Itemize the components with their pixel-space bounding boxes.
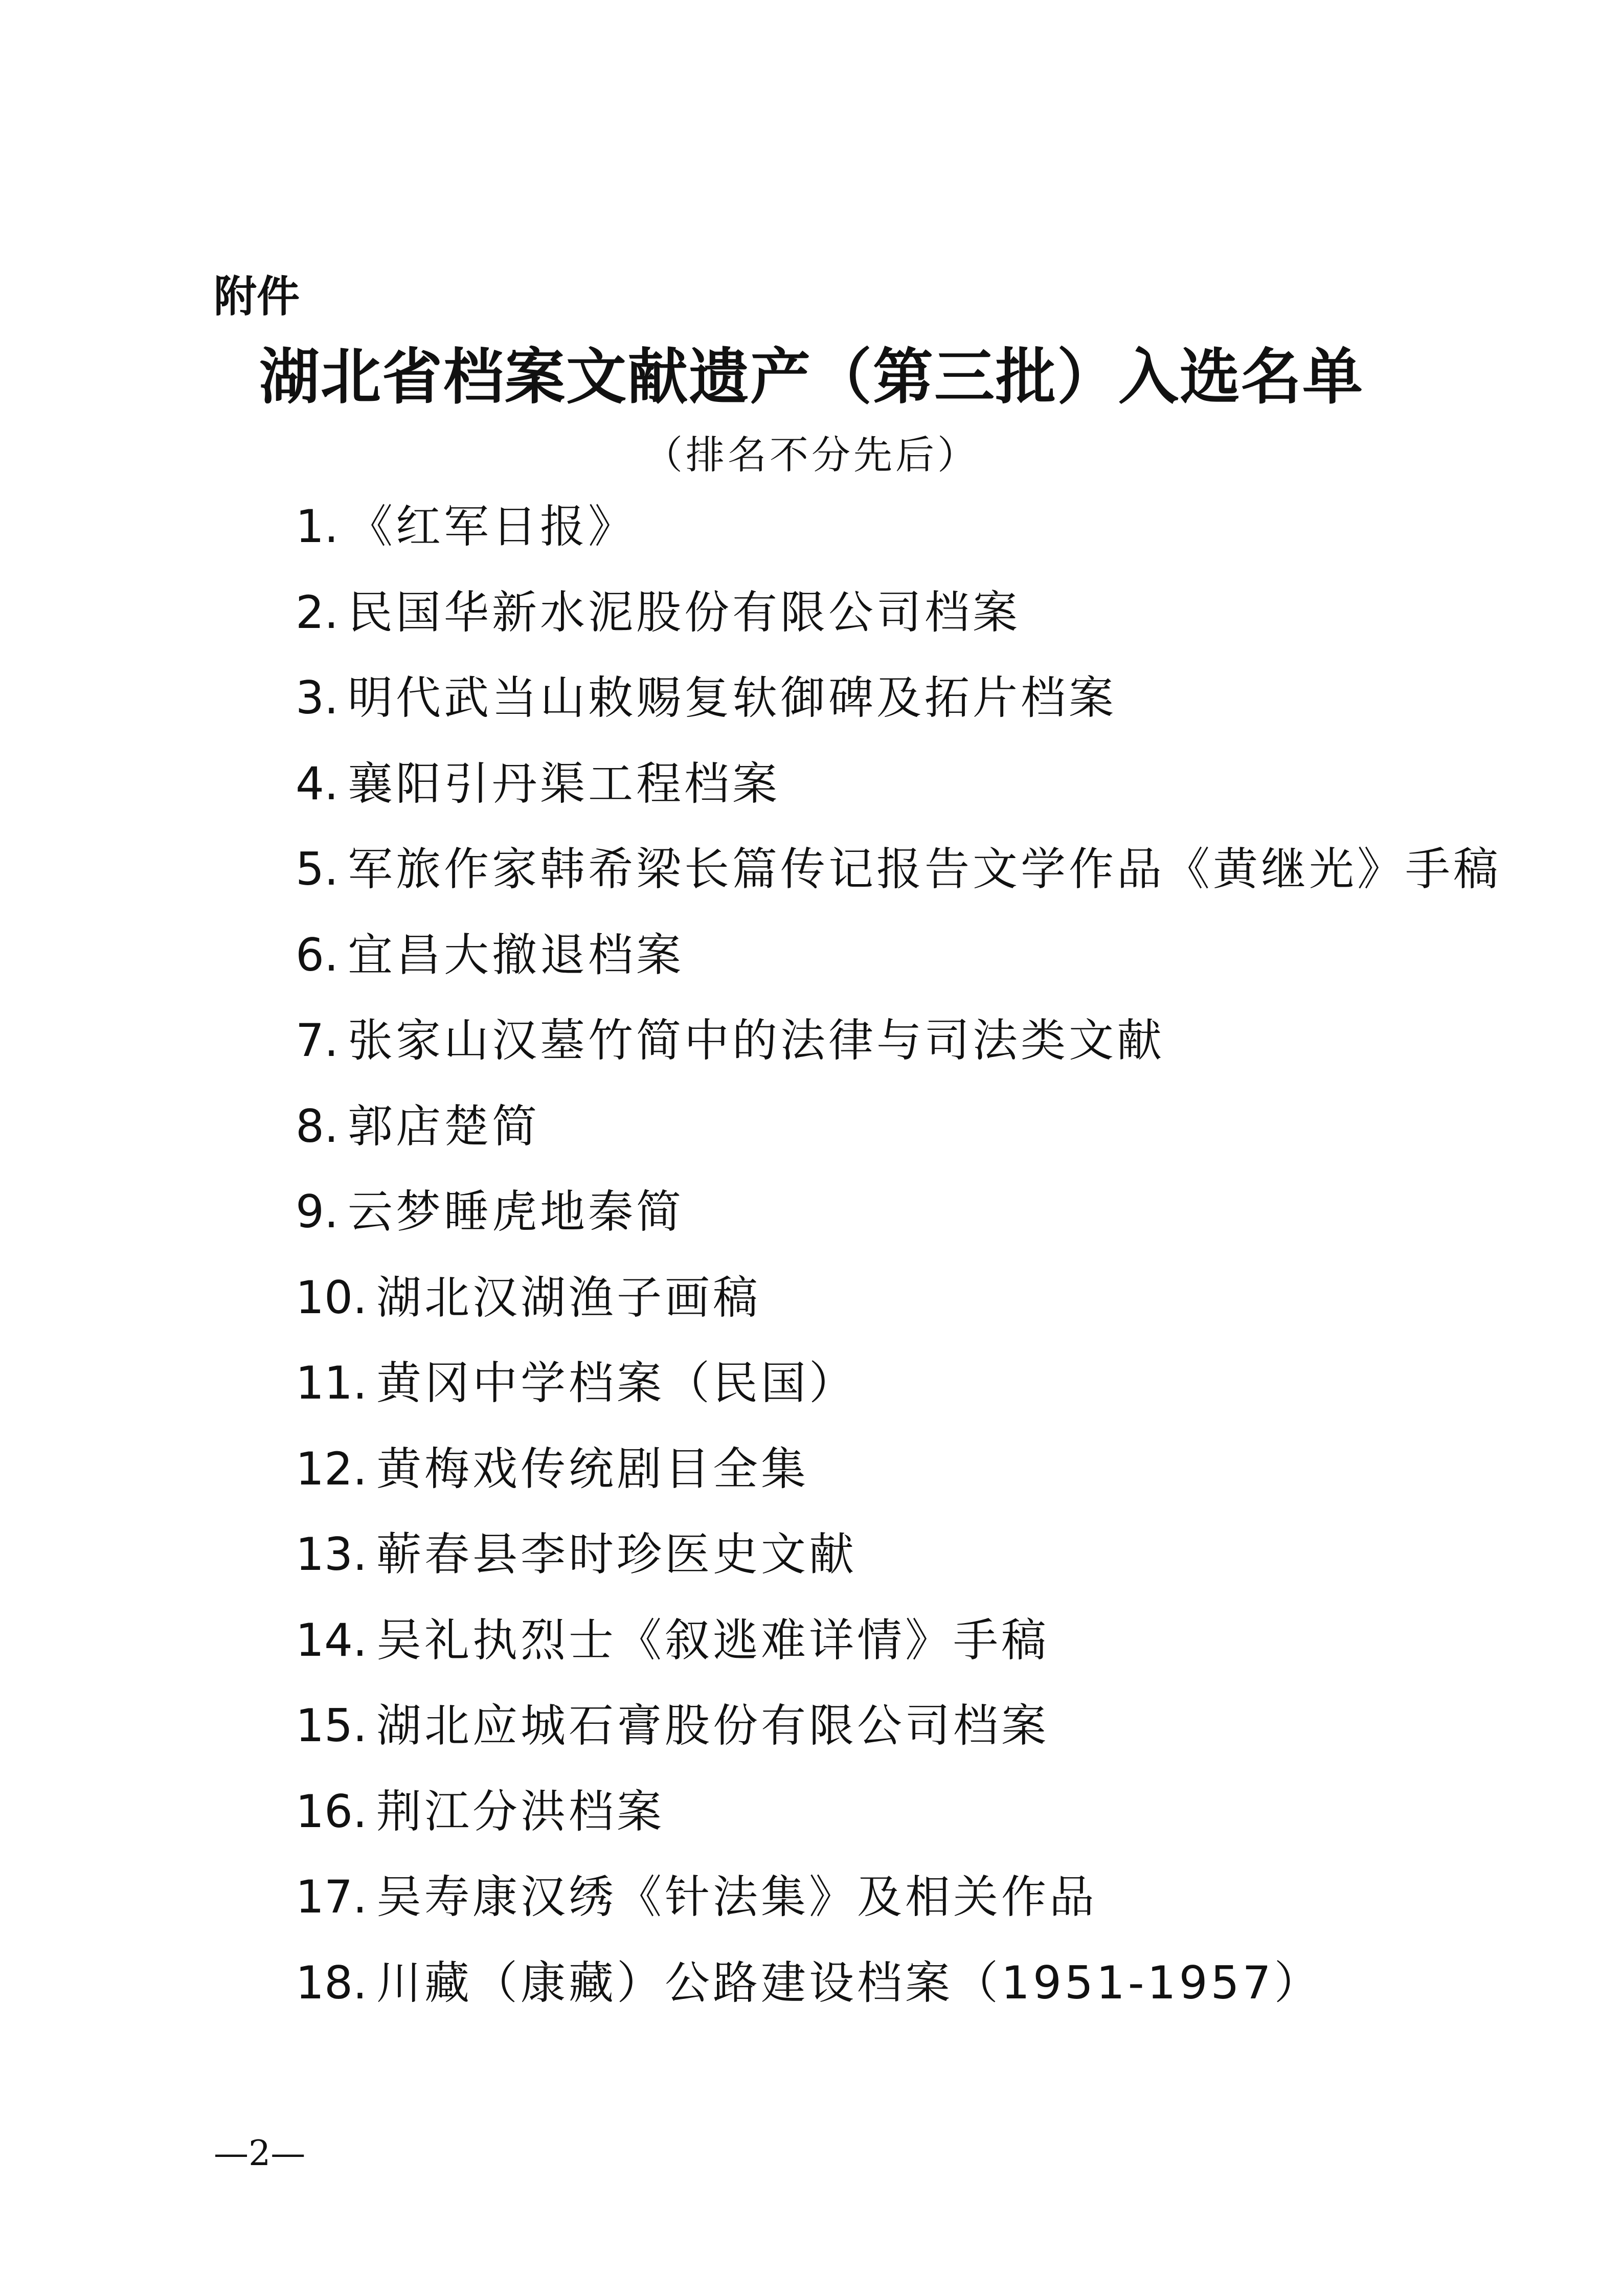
item-number: 7. — [296, 1014, 339, 1067]
item-text: 云梦睡虎地秦简 — [347, 1185, 684, 1238]
item-number: 8. — [296, 1099, 339, 1153]
item-text: 黄梅戏传统剧目全集 — [376, 1442, 809, 1495]
list-item — [296, 587, 1501, 673]
item-number: 10. — [296, 1271, 367, 1324]
item-number: 17. — [296, 1871, 367, 1923]
list-item — [296, 1615, 1501, 1701]
list-item — [296, 1786, 1501, 1872]
item-text: 明代武当山敕赐复轪御碑及拓片档案 — [347, 671, 1117, 724]
document-subtitle: （排名不分先后） — [644, 432, 979, 478]
item-number: 4. — [296, 757, 339, 810]
item-number: 18. — [296, 1956, 367, 2009]
item-text: 川藏（康藏）公路建设档案（1951-1957） — [376, 1956, 1322, 2009]
list-item — [296, 844, 1501, 930]
list-item — [296, 758, 1501, 844]
list-item — [296, 1272, 1501, 1358]
item-text: 郭店楚简 — [347, 1099, 540, 1153]
heritage-list — [296, 501, 1501, 2043]
item-text: 湖北应城石膏股份有限公司档案 — [376, 1699, 1049, 1752]
list-item — [296, 1015, 1501, 1101]
list-item — [296, 1101, 1501, 1187]
item-text: 军旅作家韩希梁长篇传记报告文学作品《黄继光》手稿 — [347, 843, 1501, 895]
item-text: 张家山汉墓竹简中的法律与司法类文献 — [347, 1014, 1165, 1067]
list-item — [296, 672, 1501, 758]
item-number: 5. — [296, 843, 339, 895]
item-text: 吴礼执烈士《叙逃难详情》手稿 — [376, 1613, 1049, 1667]
item-number: 13. — [296, 1528, 367, 1581]
item-number: 16. — [296, 1785, 367, 1838]
item-number: 9. — [296, 1185, 339, 1238]
list-item — [296, 1872, 1501, 1957]
item-number: 12. — [296, 1442, 367, 1495]
list-item — [296, 1444, 1501, 1529]
item-number: 2. — [296, 586, 339, 639]
list-item — [296, 1700, 1501, 1786]
item-number: 14. — [296, 1613, 367, 1667]
document-title: 湖北省档案文献遗产（第三批）入选名单 — [259, 341, 1364, 412]
list-item — [296, 1957, 1501, 2043]
item-text: 《红军日报》 — [347, 500, 636, 553]
item-number: 15. — [296, 1699, 367, 1752]
item-text: 宜昌大撤退档案 — [347, 928, 684, 981]
list-item — [296, 1186, 1501, 1272]
item-text: 蕲春县李时珍医史文献 — [376, 1528, 857, 1581]
list-item — [296, 930, 1501, 1016]
item-text: 黄冈中学档案（民国） — [376, 1357, 857, 1409]
item-number: 1. — [296, 500, 339, 553]
item-number: 6. — [296, 928, 339, 981]
item-number: 3. — [296, 671, 339, 724]
item-text: 民国华新水泥股份有限公司档案 — [347, 586, 1021, 639]
item-text: 吴寿康汉绣《针法集》及相关作品 — [376, 1871, 1097, 1923]
list-item — [296, 1358, 1501, 1444]
item-text: 襄阳引丹渠工程档案 — [347, 757, 780, 810]
list-item — [296, 501, 1501, 587]
item-text: 湖北汉湖渔子画稿 — [376, 1271, 761, 1324]
attachment-label: 附件 — [214, 272, 300, 322]
item-number: 11. — [296, 1357, 367, 1409]
page-number: —2— — [214, 2133, 306, 2174]
item-text: 荆江分洪档案 — [376, 1785, 665, 1838]
list-item — [296, 1529, 1501, 1615]
